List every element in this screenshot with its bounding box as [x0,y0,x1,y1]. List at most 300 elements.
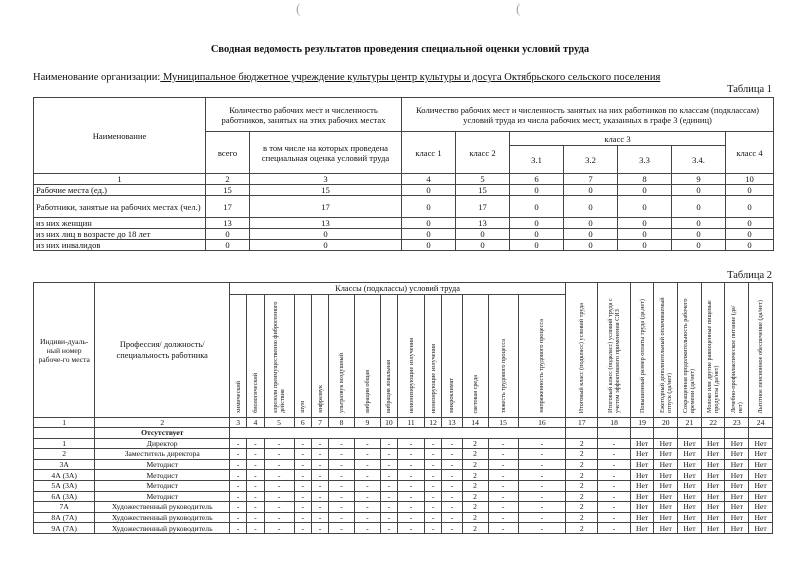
cell-value: Нет [701,438,725,449]
column-number: 11 [398,418,425,428]
cell-value: - [488,512,518,523]
section-empty [598,428,630,439]
cell-value: Нет [701,480,725,491]
cell-value: - [488,491,518,502]
cell-value: Нет [630,523,654,534]
cell-value: - [329,459,355,470]
cell-value: - [488,523,518,534]
header-class4: класс 4 [726,132,774,174]
workplace-results-table [33,282,773,534]
profession: Художественный руководитель [95,523,230,534]
cell-value: Нет [725,438,749,449]
cell-value: - [380,449,397,460]
cell-value: - [488,480,518,491]
cell-value: Нет [678,470,702,481]
cell-value: - [354,449,380,460]
cell-value: 2 [566,480,598,491]
header-factor: биологический [247,295,264,418]
header-factor: тяжесть трудового процесса [488,295,518,418]
cell-value: - [230,502,247,513]
cell-value: 2 [462,459,488,470]
cell-value: - [424,491,441,502]
header-factor: напряженность трудового процесса [518,295,565,418]
column-number: 10 [380,418,397,428]
column-number: 9 [672,174,726,185]
row-label: из них женщин [34,218,206,229]
column-number: 4 [402,174,456,185]
cell-value: - [247,502,264,513]
table-row [34,449,773,460]
cell-value: - [518,459,565,470]
profession: Художественный руководитель [95,502,230,513]
column-number: 6 [510,174,564,185]
cell-value: - [311,459,328,470]
cell-value: 0 [618,240,672,251]
cell-value: - [354,512,380,523]
cell-value: 13 [456,218,510,229]
cell-value: - [311,438,328,449]
workplace-id: 4А (3А) [34,470,95,481]
cell-value: 0 [206,229,250,240]
cell-value: Нет [725,523,749,534]
header-extra-pay: Повышенный размер оплаты труда (да,нет) [630,283,654,418]
cell-value: - [247,459,264,470]
header-assessed: в том числе на которых проведена специальная оценка условий труда [250,132,402,174]
cell-value: 2 [462,491,488,502]
header-final-class-siz: Итоговый класс (подкласс) условий труда с учетом эффективного применения СИЗ [598,283,630,418]
table1-caption: Таблица 1 [727,84,772,95]
cell-value: Нет [654,470,678,481]
cell-value: - [442,438,462,449]
header-final-class: Итоговый класс (подкласс) условий труда [566,283,598,418]
column-number: 2 [206,174,250,185]
cell-value: Нет [630,512,654,523]
cell-value: - [488,502,518,513]
table-row [34,229,774,240]
column-number: 1 [34,418,95,428]
cell-value: - [518,470,565,481]
cell-value: - [329,512,355,523]
header-reduced-hours: Сокращенная продолжительность рабочего времени (да/нет) [678,283,702,418]
cell-value: 0 [510,196,564,218]
header-classes-group: Количество рабочих мест и численность занятых на них работников по классам (подклассам) условий труда из числа рабочих мест, указанных в графе 3 (единиц) [402,98,774,132]
column-number: 1 [34,174,206,185]
cell-value: Нет [630,470,654,481]
cell-value: Нет [678,523,702,534]
cell-value: 2 [566,491,598,502]
cell-value: - [264,480,294,491]
cell-value: - [424,523,441,534]
cell-value: Нет [749,491,773,502]
cell-value: Нет [701,459,725,470]
cell-value: - [264,449,294,460]
column-number: 5 [456,174,510,185]
column-number: 3 [250,174,402,185]
cell-value: 13 [250,218,402,229]
section-empty [230,428,566,439]
cell-value: - [247,449,264,460]
cell-value: Нет [701,512,725,523]
column-number: 20 [654,418,678,428]
cell-value: 2 [462,480,488,491]
cell-value: - [230,512,247,523]
cell-value: 0 [618,218,672,229]
cell-value: 0 [510,240,564,251]
cell-value: Нет [725,480,749,491]
column-number: 21 [678,418,702,428]
cell-value: 17 [250,196,402,218]
table-row [34,523,773,534]
cell-value: - [518,480,565,491]
cell-value: - [247,523,264,534]
cell-value: - [442,470,462,481]
cell-value: Нет [725,512,749,523]
cell-value: 0 [402,240,456,251]
cell-value: - [354,491,380,502]
header-class2: класс 2 [456,132,510,174]
cell-value: Нет [725,502,749,513]
cell-value: - [598,470,630,481]
cell-value: 2 [566,512,598,523]
cell-value: Нет [749,480,773,491]
cell-value: - [264,491,294,502]
cell-value: - [354,480,380,491]
workplace-id: 8А (7А) [34,512,95,523]
cell-value: Нет [749,438,773,449]
column-number: 14 [462,418,488,428]
cell-value: - [264,523,294,534]
cell-value: - [230,491,247,502]
cell-value: Нет [678,502,702,513]
cell-value: - [442,459,462,470]
cell-value: 0 [672,185,726,196]
cell-value: Нет [654,523,678,534]
cell-value: 0 [618,185,672,196]
cell-value: 0 [618,229,672,240]
table-row [34,480,773,491]
header-factor: шум [294,295,311,418]
cell-value: - [247,512,264,523]
header-total: всего [206,132,250,174]
cell-value: - [598,480,630,491]
cell-value: - [329,502,355,513]
cell-value: 0 [672,218,726,229]
cell-value: - [294,512,311,523]
column-number: 6 [294,418,311,428]
cell-value: 0 [672,196,726,218]
cell-value: 2 [462,449,488,460]
cell-value: - [230,523,247,534]
header-factor: ультразвук воздушный [329,295,355,418]
cell-value: - [424,459,441,470]
cell-value: 17 [206,196,250,218]
cell-value: - [398,438,425,449]
cell-value: Нет [749,449,773,460]
cell-value: 2 [566,438,598,449]
cell-value: 0 [564,196,618,218]
cell-value: Нет [630,502,654,513]
workplace-id: 7А [34,502,95,513]
cell-value: - [488,470,518,481]
cell-value: Нет [630,438,654,449]
cell-value: Нет [749,470,773,481]
cell-value: Нет [630,449,654,460]
column-number: 13 [442,418,462,428]
cell-value: - [294,491,311,502]
column-number: 7 [564,174,618,185]
organization-label: Наименование организации: [33,72,161,83]
cell-value: Нет [654,502,678,513]
header-workplace-id: Индиви-дуаль-ный номер рабоче-го места [34,283,95,418]
cell-value: - [264,438,294,449]
header-sub32: 3.2 [564,146,618,174]
cell-value: - [442,523,462,534]
column-number: 19 [630,418,654,428]
cell-value: - [424,470,441,481]
cell-value: - [247,480,264,491]
cell-value: 17 [456,196,510,218]
cell-value: Нет [678,491,702,502]
cell-value: - [518,491,565,502]
row-label: из них лиц в возрасте до 18 лет [34,229,206,240]
cell-value: - [598,523,630,534]
table-row [34,512,773,523]
cell-value: 15 [250,185,402,196]
cell-value: 0 [564,240,618,251]
cell-value: - [398,480,425,491]
header-factor: инфразвук [311,295,328,418]
column-number-row [34,418,773,428]
cell-value: Нет [630,480,654,491]
cell-value: - [380,523,397,534]
header-factor: неионизирующие излучения [398,295,425,418]
cell-value: - [598,512,630,523]
cell-value: 0 [206,240,250,251]
cell-value: 2 [462,438,488,449]
cell-value: - [442,512,462,523]
workplace-id: 3А [34,459,95,470]
cell-value: - [488,438,518,449]
column-number: 8 [329,418,355,428]
header-sub34: 3.4. [672,146,726,174]
row-label: из них инвалидов [34,240,206,251]
section-empty [749,428,773,439]
cell-value: - [518,438,565,449]
cell-value: - [311,491,328,502]
cell-value: - [424,480,441,491]
header-therapeutic-food: Лечебно-профилактическое питание (да/нет) [725,283,749,418]
cell-value: Нет [725,470,749,481]
cell-value: - [398,502,425,513]
cell-value: Нет [678,438,702,449]
header-factor: аэрозоли преимущественно фиброгенного действия [264,295,294,418]
cell-value: - [398,459,425,470]
organization-line [33,72,660,83]
summary-table [33,97,774,251]
column-number: 8 [618,174,672,185]
workplace-id: 5А (3А) [34,480,95,491]
cell-value: - [442,502,462,513]
cell-value: - [329,491,355,502]
table2-caption: Таблица 2 [727,270,772,281]
cell-value: - [398,470,425,481]
cell-value: 0 [402,185,456,196]
document-title: Сводная ведомость результатов проведения специальной оценки условий труда [210,44,590,55]
section-empty [701,428,725,439]
cell-value: 2 [462,502,488,513]
profession: Заместитель директора [95,449,230,460]
cell-value: - [518,502,565,513]
cell-value: - [329,438,355,449]
cell-value: Нет [749,523,773,534]
cell-value: - [230,470,247,481]
cell-value: 0 [402,229,456,240]
cell-value: - [294,480,311,491]
cell-value: 0 [510,229,564,240]
cell-value: - [398,523,425,534]
cell-value: Нет [701,470,725,481]
cell-value: Нет [654,480,678,491]
cell-value: - [442,449,462,460]
cell-value: - [598,438,630,449]
cell-value: 2 [566,449,598,460]
cell-value: - [247,438,264,449]
cell-value: Нет [701,491,725,502]
column-number-row [34,174,774,185]
cell-value: - [230,459,247,470]
cell-value: Нет [678,459,702,470]
header-name: Наименование [34,98,206,174]
header-factor: световая среда [462,295,488,418]
cell-value: 13 [206,218,250,229]
cell-value: - [329,523,355,534]
cell-value: Нет [749,512,773,523]
cell-value: - [247,470,264,481]
cell-value: 0 [726,185,774,196]
header-sub31: 3.1 [510,146,564,174]
cell-value: Нет [654,438,678,449]
cell-value: Нет [654,459,678,470]
cell-value: - [311,523,328,534]
header-factor: микроклимат [442,295,462,418]
profession: Методист [95,480,230,491]
cell-value: Нет [630,491,654,502]
cell-value: - [488,449,518,460]
cell-value: 0 [672,240,726,251]
column-number: 10 [726,174,774,185]
cell-value: Нет [749,459,773,470]
cell-value: - [329,470,355,481]
cell-value: Нет [701,523,725,534]
column-number: 23 [725,418,749,428]
column-number: 17 [566,418,598,428]
cell-value: - [247,491,264,502]
header-extra-leave: Ежегодный дополнительный оплачиваемый отпуск (да/нет) [654,283,678,418]
cell-value: - [398,491,425,502]
cell-value: - [294,438,311,449]
cell-value: 0 [456,240,510,251]
cell-value: - [424,449,441,460]
header-class1: класс 1 [402,132,456,174]
cell-value: - [230,449,247,460]
section-empty [678,428,702,439]
cell-value: Нет [701,449,725,460]
table-row [34,438,773,449]
cell-value: - [354,523,380,534]
cell-value: 0 [618,196,672,218]
cell-value: - [329,449,355,460]
header-profession: Профессия/ должность/ специальность работника [95,283,230,418]
cell-value: 0 [250,240,402,251]
column-number: 2 [95,418,230,428]
cell-value: - [488,459,518,470]
column-number: 7 [311,418,328,428]
cell-value: 0 [510,218,564,229]
row-label: Работники, занятые на рабочих местах (чел.) [34,196,206,218]
header-class3: класс 3 [510,132,726,146]
column-number: 3 [230,418,247,428]
cell-value: 0 [672,229,726,240]
profession: Методист [95,491,230,502]
cell-value: - [329,480,355,491]
cell-value: 0 [564,185,618,196]
header-factor: ионизирующие излучения [424,295,441,418]
cell-value: Нет [725,459,749,470]
cell-value: - [518,449,565,460]
cell-value: - [442,491,462,502]
profession: Методист [95,470,230,481]
cell-value: 0 [250,229,402,240]
section-id-cell [34,428,95,439]
cell-value: - [294,449,311,460]
cell-value: - [294,523,311,534]
table-row [34,218,774,229]
scan-fold-mark: ( [516,2,521,17]
cell-value: - [380,438,397,449]
cell-value: 2 [566,459,598,470]
cell-value: 0 [726,240,774,251]
cell-value: 2 [566,523,598,534]
cell-value: Нет [678,449,702,460]
table-row [34,240,774,251]
cell-value: - [424,512,441,523]
workplace-id: 2 [34,449,95,460]
cell-value: - [311,480,328,491]
cell-value: - [264,502,294,513]
column-number: 12 [424,418,441,428]
header-workplaces-group: Количество рабочих мест и численность работников, занятых на этих рабочих местах [206,98,402,132]
cell-value: 0 [402,196,456,218]
header-pension: Льготное пенсионное обеспечение (да/нет) [749,283,773,418]
profession: Директор [95,438,230,449]
cell-value: - [294,459,311,470]
cell-value: - [380,512,397,523]
cell-value: 0 [564,229,618,240]
workplace-id: 1 [34,438,95,449]
cell-value: Нет [654,512,678,523]
cell-value: 0 [402,218,456,229]
cell-value: - [518,512,565,523]
cell-value: 15 [456,185,510,196]
cell-value: 15 [206,185,250,196]
cell-value: - [311,502,328,513]
cell-value: 2 [566,470,598,481]
cell-value: Нет [678,512,702,523]
cell-value: 0 [564,218,618,229]
cell-value: - [294,502,311,513]
cell-value: Нет [654,449,678,460]
cell-value: 0 [726,218,774,229]
